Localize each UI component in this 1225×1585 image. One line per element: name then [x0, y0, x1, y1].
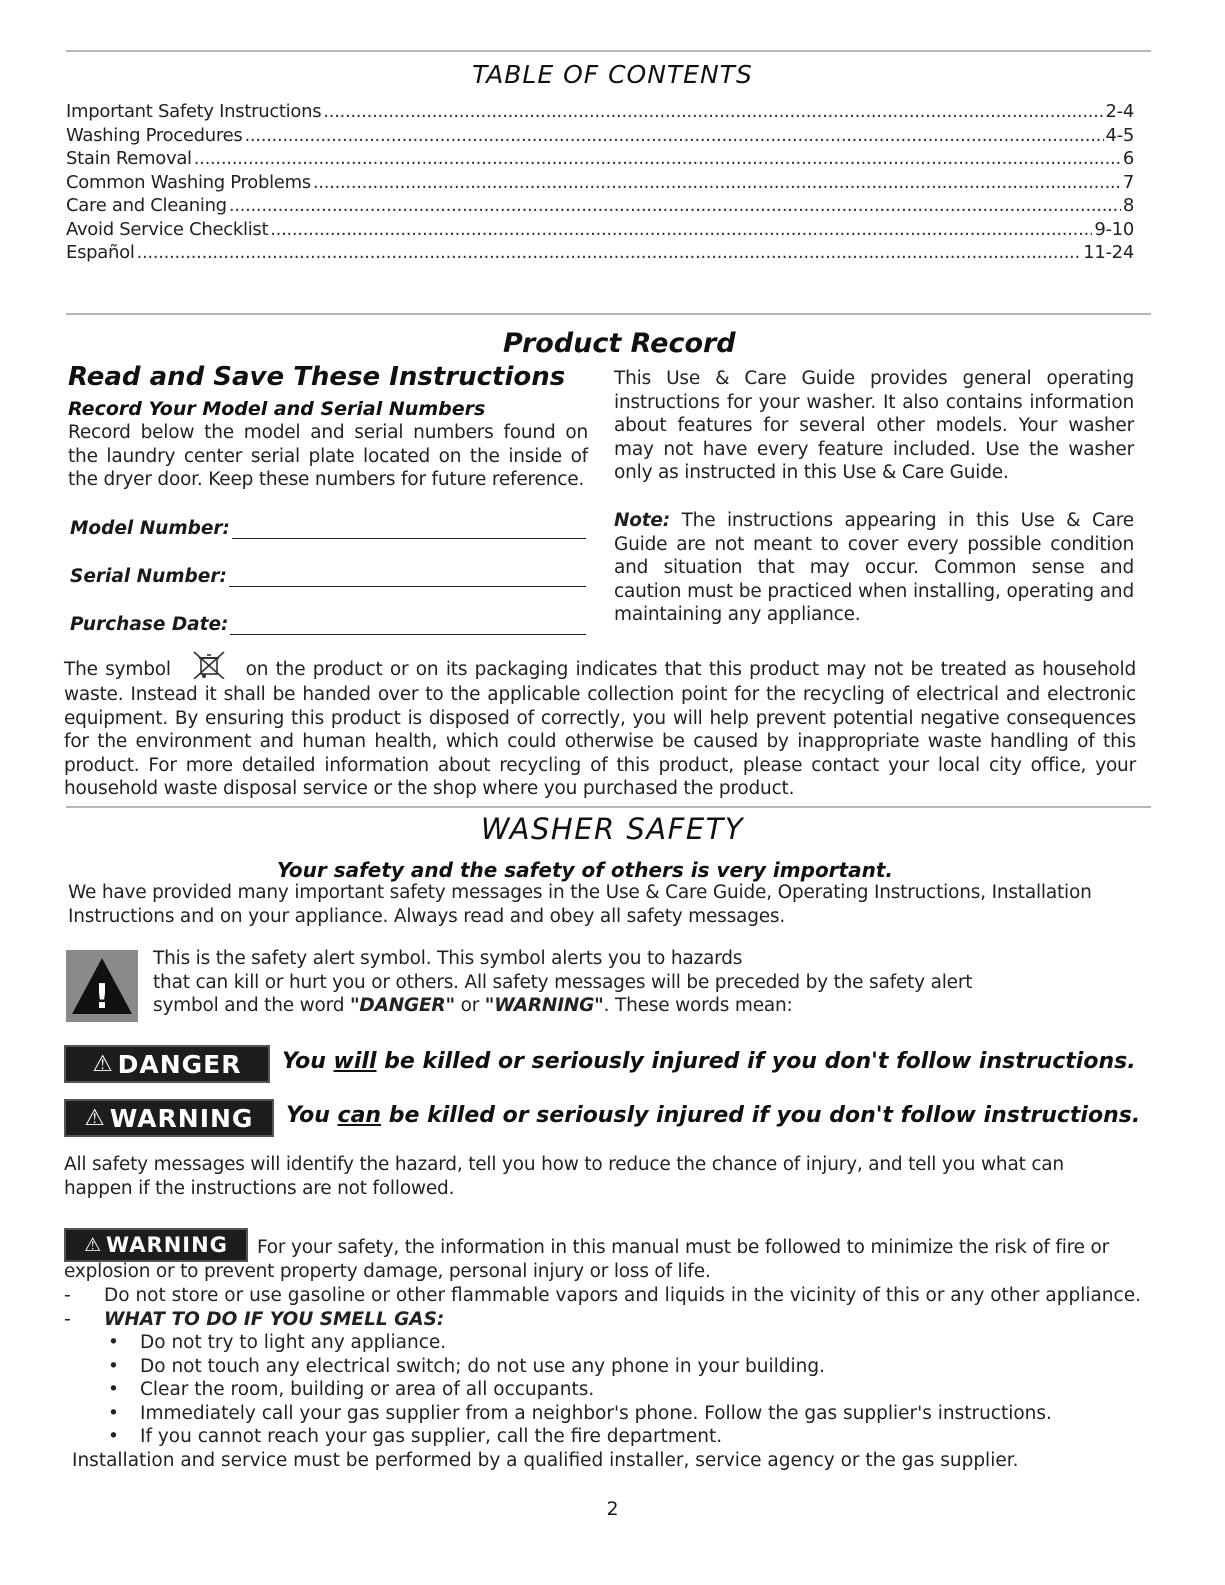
- record-subheading: Record Your Model and Serial Numbers: [68, 398, 486, 420]
- toc-entry-label: Español: [66, 242, 135, 263]
- alert-danger-word: "DANGER": [349, 995, 455, 1016]
- weee-after: on the product or on its packaging indicates that this product may not be treated as household waste. Instead it shall be handed over to the applicable collection point for the recycling of electrical and electronic equipment. By ensuring this product is disposed of correctly, you will help prevent potential negative consequences for the environment and human health, which could otherwise be caused by inappropriate waste handling of this product. For more detailed information about recycling of this product, please contact your local city office, your household waste disposal service or the shop where you purchased the product.: [64, 659, 1136, 799]
- toc-leader-dots: [194, 147, 1121, 171]
- warning-triangle-icon: ⚠: [92, 1051, 114, 1077]
- top-rule: [66, 50, 1151, 52]
- alert-line-3: symbol and the word "DANGER" or "WARNING". These words mean:: [153, 995, 793, 1016]
- model-number-label: Model Number:: [70, 518, 230, 539]
- identify-text: All safety messages will identify the hazard, tell you how to reduce the chance of injury, and tell you what can happen if the instructions are not followed.: [64, 1154, 1064, 1199]
- toc-leader-dots: [323, 100, 1103, 124]
- toc-entry: [66, 124, 1134, 148]
- model-number-field[interactable]: [70, 513, 586, 539]
- toc-entry-page: 8: [1122, 195, 1134, 216]
- crossed-out-wheelie-bin-icon: [186, 657, 232, 683]
- toc-entry-label: Common Washing Problems: [66, 171, 311, 193]
- toc-entry-label: Important Safety Instructions: [66, 101, 322, 122]
- warning-badge: ⚠ WARNING: [64, 1099, 274, 1137]
- toc-entry-page: 4-5: [1105, 124, 1134, 146]
- svg-text:!: !: [94, 977, 110, 1017]
- purchase-date-label: Purchase Date:: [70, 614, 229, 635]
- toc-title: TABLE OF CONTENTS: [472, 60, 753, 89]
- toc-entry-page: 2-4: [1105, 101, 1134, 122]
- toc-entry-page: 7: [1122, 171, 1134, 193]
- alert-text: [153, 947, 1053, 1018]
- toc-list: [66, 100, 1134, 265]
- toc-entry: [66, 218, 1134, 242]
- toc-entry-page: 6: [1122, 148, 1134, 169]
- safety-subtitle: Your safety and the safety of others is very important.: [277, 858, 893, 882]
- list-item: - Do not store or use gasoline or other flammable vapors and liquids in the vicinity of this or any other appliance.: [64, 1285, 1141, 1306]
- toc-leader-dots: [137, 241, 1082, 265]
- danger-emphasis: will: [333, 1049, 377, 1074]
- alert-line-1: This is the safety alert symbol. This symbol alerts you to hazards: [153, 948, 743, 969]
- list-item: • Do not touch any electrical switch; do not use any phone in your building.: [108, 1355, 825, 1377]
- list-item: • Immediately call your gas supplier from a neighbor's phone. Follow the gas supplier's instructions.: [108, 1402, 1052, 1424]
- warning-triangle-icon: ⚠: [84, 1105, 106, 1131]
- list-item: • If you cannot reach your gas supplier, call the fire department.: [108, 1426, 723, 1447]
- toc-leader-dots: [270, 218, 1092, 242]
- alert-warning-word: "WARNING": [484, 995, 604, 1016]
- read-save-heading: Read and Save These Instructions: [68, 362, 566, 392]
- warning-badge-2: ⚠ WARNING: [64, 1228, 248, 1262]
- toc-entry-label: Stain Removal: [66, 148, 192, 169]
- toc-entry: [66, 147, 1134, 171]
- note-body: The instructions appearing in this Use & Care Guide are not meant to cover every possible condition and situation that may occur. Common sense and caution must be practiced when installing, operating and maintaining any appliance.: [614, 510, 1134, 625]
- toc-leader-dots: [244, 124, 1103, 148]
- danger-badge: ⚠ DANGER: [64, 1045, 270, 1083]
- install-text: Installation and service must be performed by a qualified installer, service agency or the gas supplier.: [72, 1449, 1019, 1471]
- safety-intro: We have provided many important safety messages in the Use & Care Guide, Operating Instructions, Installation Instructions and on your appliance. Always read and obey all safety messages.: [68, 882, 1092, 927]
- toc-entry: [66, 171, 1134, 195]
- serial-number-field[interactable]: [70, 561, 586, 587]
- warning-triangle-icon: ⚠: [84, 1234, 103, 1256]
- toc-leader-dots: [313, 171, 1121, 195]
- note-text: [614, 509, 1134, 627]
- list-item: • Do not try to light any appliance.: [108, 1332, 447, 1353]
- record-text: Record below the model and serial numbers found on the laundry center serial plate located on the inside of the dryer door. Keep these numbers for future reference.: [68, 422, 588, 490]
- danger-message: You will be killed or seriously injured if you don't follow instructions.: [282, 1049, 1136, 1074]
- page-number: 2: [606, 1498, 619, 1520]
- toc-entry-label: Care and Cleaning: [66, 195, 227, 216]
- safety-alert-symbol-icon: [66, 950, 138, 1022]
- product-record-heading: Product Record: [503, 328, 736, 359]
- safety-title: WASHER SAFETY: [480, 812, 745, 846]
- toc-entry-page: 11-24: [1083, 242, 1134, 263]
- alert-line-2: that can kill or hurt you or others. All safety messages will be preceded by the safety alert: [153, 971, 973, 993]
- toc-entry-label: Avoid Service Checklist: [66, 218, 269, 240]
- weee-rule: [66, 806, 1151, 808]
- toc-entry-label: Washing Procedures: [66, 124, 243, 146]
- toc-entry: [66, 241, 1134, 265]
- warning-message: You can be killed or seriously injured if you don't follow instructions.: [286, 1103, 1141, 1128]
- weee-paragraph: [64, 657, 1136, 801]
- toc-rule: [66, 313, 1151, 315]
- note-label: Note:: [614, 510, 670, 531]
- toc-leader-dots: [229, 194, 1121, 218]
- serial-number-label: Serial Number:: [70, 566, 227, 587]
- list-item: • Clear the room, building or area of all occupants.: [108, 1379, 595, 1400]
- toc-entry: [66, 100, 1134, 124]
- warning2-text: For your safety, the information in this manual must be followed to minimize the risk of fire or explosion or to prevent property damage, personal injury or loss of life.: [64, 1237, 1110, 1282]
- toc-entry: [66, 194, 1134, 218]
- toc-entry-page: 9-10: [1094, 218, 1134, 240]
- gas-instructions: [64, 1284, 1154, 1472]
- purchase-date-field[interactable]: [70, 609, 586, 635]
- weee-before: The symbol: [64, 659, 171, 680]
- warning-emphasis: can: [337, 1103, 382, 1128]
- list-item: - WHAT TO DO IF YOU SMELL GAS:: [64, 1308, 445, 1330]
- guide-text: This Use & Care Guide provides general operating instructions for your washer. It also contains information about features for several other models. Your washer may not have every feature included. Use the washer only as instructed in this Use & Care Guide.: [614, 368, 1134, 483]
